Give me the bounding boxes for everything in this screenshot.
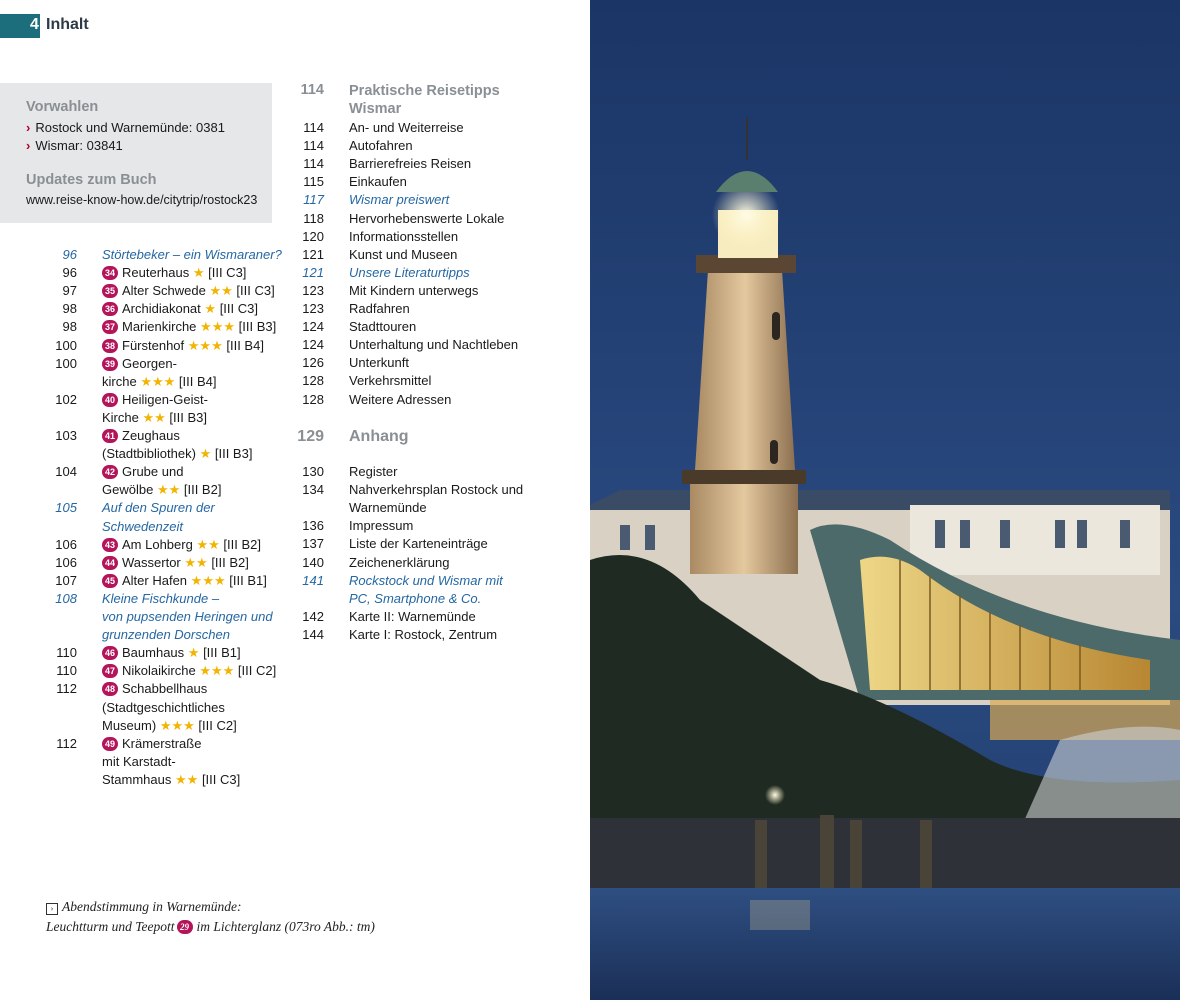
toc-entry-text: Register <box>349 464 398 479</box>
toc-entry-text: Heiligen-Geist- <box>122 391 208 407</box>
toc-page-number: 136 <box>302 518 324 534</box>
toc-entry-text: Marienkirche <box>122 319 197 335</box>
toc-entry-text: Einkaufen <box>349 174 407 190</box>
page-title: Inhalt <box>46 16 89 33</box>
toc-entry-text: Zeichenerklärung <box>349 554 450 570</box>
toc-entry-text: mit Karstadt- <box>102 753 176 769</box>
map-reference: [III B1] <box>203 645 241 661</box>
map-reference: [III C3] <box>219 301 258 317</box>
toc-page-number: 126 <box>302 355 324 371</box>
toc-entry-text: Nikolaikirche <box>122 663 196 679</box>
vorwahlen-heading: Vorwahlen <box>26 99 99 115</box>
map-reference: [III B1] <box>229 572 267 588</box>
toc-entry[interactable] <box>349 590 481 608</box>
toc-page-number: 108 <box>55 590 77 606</box>
poi-number-badge: 38 <box>102 339 118 353</box>
toc-entry-text: Gewölbe <box>102 482 154 498</box>
map-reference: [III B4] <box>178 373 217 389</box>
toc-entry[interactable] <box>102 481 221 499</box>
caption-badge: 29 <box>177 920 193 934</box>
toc-entry-text: Verkehrsmittel <box>349 373 432 389</box>
lighthouse-image <box>590 0 1180 1000</box>
toc-page-number: 114 <box>303 156 324 172</box>
toc-entry[interactable] <box>349 391 451 409</box>
toc-entry-text: Museum) <box>102 717 157 733</box>
toc-entry-text: Schabbellhaus <box>122 681 208 697</box>
toc-entry-text: Impressum <box>349 518 414 534</box>
section-title-praktisch: Praktische Reisetipps <box>349 83 500 99</box>
toc-page-number: 106 <box>55 554 77 570</box>
caption-line-1: Abendstimmung in Warnemünde: <box>62 899 242 914</box>
poi-number-badge: 41 <box>102 429 118 443</box>
toc-entry-text: Kleine Fischkunde – <box>102 590 220 606</box>
chevron-right-icon: › <box>26 138 31 153</box>
toc-entry-text: Autofahren <box>349 138 413 154</box>
toc-entry[interactable] <box>349 318 416 336</box>
toc-entry-text: Störtebeker – ein Wismaraner? <box>102 247 282 262</box>
toc-page-number: 98 <box>62 319 77 335</box>
toc-entry[interactable] <box>102 536 261 554</box>
toc-entry[interactable] <box>349 372 431 390</box>
toc-entry-text: Barrierefreies Reisen <box>349 156 472 172</box>
map-reference: [III C2] <box>237 663 277 679</box>
section-title-praktisch-2: Wismar <box>349 101 402 117</box>
toc-entry[interactable] <box>102 499 215 517</box>
star-rating-icon: ★ <box>204 301 217 317</box>
section-page-praktisch: 114 <box>300 82 324 98</box>
toc-entry[interactable] <box>102 246 282 264</box>
toc-page-number: 121 <box>302 264 324 280</box>
toc-entry[interactable] <box>349 463 397 481</box>
toc-entry-text: Unsere Literaturtipps <box>349 264 470 280</box>
toc-entry[interactable] <box>349 354 409 372</box>
poi-number-badge: 45 <box>102 574 118 588</box>
poi-number-badge: 48 <box>102 682 118 696</box>
dial-code-label: Wismar: <box>35 138 84 153</box>
toc-entry-text: von pupsenden Heringen und <box>102 609 273 624</box>
toc-page-number: 124 <box>302 337 324 353</box>
toc-entry-text: Informationsstellen <box>349 228 459 244</box>
star-rating-icon: ★ <box>192 265 205 281</box>
toc-page-number: 98 <box>62 301 77 317</box>
toc-page-number: 104 <box>55 464 77 480</box>
toc-entry[interactable] <box>102 753 176 771</box>
map-reference: [III B3] <box>238 319 277 335</box>
toc-page-number: 140 <box>302 554 324 570</box>
poi-number-badge: 46 <box>102 646 118 660</box>
toc-entry-text: Fürstenhof <box>122 337 185 353</box>
toc-page-number: 134 <box>302 482 324 498</box>
toc-entry[interactable] <box>102 662 276 680</box>
toc-entry[interactable] <box>349 210 504 228</box>
toc-entry-text: Weitere Adressen <box>349 391 452 407</box>
toc-page-number: 141 <box>302 572 324 588</box>
toc-page-number: 120 <box>302 228 324 244</box>
star-rating-icon: ★★★ <box>187 337 223 353</box>
map-reference: [III B2] <box>223 536 261 552</box>
toc-entry[interactable] <box>102 771 240 789</box>
toc-entry[interactable] <box>349 264 470 282</box>
star-rating-icon: ★★ <box>184 554 208 570</box>
star-rating-icon: ★★★ <box>200 319 236 335</box>
toc-page-number: 100 <box>55 355 77 371</box>
toc-page-number: 103 <box>55 428 77 443</box>
toc-entry[interactable] <box>102 554 249 572</box>
toc-entry-text: Karte II: Warnemünde <box>349 608 476 624</box>
toc-entry[interactable] <box>349 228 458 246</box>
photo-caption <box>46 897 375 937</box>
map-reference: [III B3] <box>214 446 253 462</box>
toc-page-number: 130 <box>302 464 324 479</box>
page-number: 4 <box>30 16 39 33</box>
toc-entry-text: Unterhaltung und Nachtleben <box>349 337 519 353</box>
toc-entry[interactable] <box>102 282 275 300</box>
toc-page-number: 118 <box>303 210 324 226</box>
toc-page-number: 107 <box>55 572 77 588</box>
toc-entry-text: Kirche <box>102 409 139 425</box>
info-box <box>0 83 272 223</box>
toc-entry[interactable] <box>102 735 201 753</box>
toc-entry[interactable] <box>102 680 207 698</box>
map-reference: [III C3] <box>236 283 275 299</box>
toc-page-number: 117 <box>303 192 324 208</box>
updates-url[interactable]: www.reise-know-how.de/citytrip/rostock23 <box>26 193 258 207</box>
poi-number-badge: 44 <box>102 556 118 570</box>
toc-entry-text: Stammhaus <box>102 771 172 787</box>
toc-entry-text: Mit Kindern unterwegs <box>349 282 479 298</box>
poi-number-badge: 42 <box>102 465 118 479</box>
toc-entry-text: Grube und <box>122 464 184 480</box>
toc-entry-text: An- und Weiterreise <box>349 120 464 135</box>
toc-entry[interactable] <box>102 518 183 536</box>
toc-entry-text: Archidiakonat <box>122 301 201 317</box>
toc-page-number: 110 <box>56 645 77 661</box>
toc-entry[interactable] <box>102 626 230 644</box>
toc-entry[interactable] <box>349 155 471 173</box>
toc-entry[interactable] <box>102 445 252 463</box>
map-reference: [III B4] <box>226 337 264 353</box>
toc-entry[interactable] <box>102 318 276 336</box>
star-rating-icon: ★★ <box>209 283 233 299</box>
toc-entry[interactable] <box>102 717 237 735</box>
updates-heading: Updates zum Buch <box>26 172 157 188</box>
toc-entry-text: Hervorhebenswerte Lokale <box>349 210 505 226</box>
toc-page-number: 106 <box>55 536 77 552</box>
map-reference: [III B2] <box>211 554 249 570</box>
toc-entry-text: Wismar preiswert <box>349 192 450 208</box>
star-rating-icon: ★★★ <box>199 663 235 679</box>
section-page-anhang: 129 <box>297 428 324 445</box>
toc-entry[interactable] <box>349 300 410 318</box>
star-rating-icon: ★★★ <box>190 572 226 588</box>
poi-number-badge: 40 <box>102 393 118 407</box>
toc-entry-text: Reuterhaus <box>122 265 190 281</box>
dial-code-value: 0381 <box>196 120 225 135</box>
poi-number-badge: 47 <box>102 664 118 678</box>
toc-entry-text: grunzenden Dorschen <box>102 627 230 643</box>
toc-page-number: 142 <box>302 608 324 624</box>
toc-page-number: 115 <box>303 174 324 190</box>
toc-entry-text: Rockstock und Wismar mit <box>349 572 503 588</box>
map-reference: [III C3] <box>201 771 241 787</box>
toc-entry[interactable] <box>102 409 207 427</box>
toc-page-number: 102 <box>55 391 77 407</box>
toc-entry-text: Alter Hafen <box>122 572 188 588</box>
toc-page-number: 112 <box>56 735 77 751</box>
toc-entry-text: Stadttouren <box>349 319 417 335</box>
toc-entry[interactable] <box>349 572 503 590</box>
toc-entry-text: PC, Smartphone & Co. <box>349 590 482 606</box>
poi-number-badge: 35 <box>102 284 118 298</box>
toc-entry-text: Auf den Spuren der <box>102 500 215 516</box>
toc-entry[interactable] <box>349 517 413 535</box>
dial-code-wismar <box>26 138 123 153</box>
toc-page-number: 137 <box>302 536 324 552</box>
toc-page-number: 96 <box>62 247 77 262</box>
star-rating-icon: ★★ <box>196 536 220 552</box>
dial-code-label: Rostock und Warnemünde: <box>35 120 193 135</box>
toc-entry[interactable] <box>102 699 225 717</box>
star-rating-icon: ★★★ <box>159 717 195 733</box>
poi-number-badge: 39 <box>102 357 118 371</box>
toc-entry-text: Krämerstraße <box>122 735 202 751</box>
poi-number-badge: 37 <box>102 320 118 334</box>
star-rating-icon: ★ <box>199 446 212 462</box>
toc-entry-text: Schwedenzeit <box>102 518 183 534</box>
toc-entry-text: Karte I: Rostock, Zentrum <box>349 626 498 642</box>
toc-page-number: 97 <box>62 283 77 299</box>
dial-code-value: 03841 <box>86 138 123 153</box>
toc-entry-text: Alter Schwede <box>122 283 206 299</box>
toc-entry-text: Liste der Karteneinträge <box>349 536 488 552</box>
toc-entry-text: (Stadtbibliothek) <box>102 446 196 462</box>
toc-entry-text: Georgen- <box>122 355 177 371</box>
toc-entry[interactable] <box>102 608 273 626</box>
toc-entry[interactable] <box>102 463 183 481</box>
toc-page-number: 96 <box>62 265 77 281</box>
toc-entry-text: Wassertor <box>122 554 181 570</box>
toc-page-number: 128 <box>302 373 324 389</box>
toc-entry[interactable] <box>349 246 457 264</box>
dial-code-rostock <box>26 120 225 135</box>
toc-entry[interactable] <box>349 137 413 155</box>
toc-entry[interactable] <box>349 282 478 300</box>
toc-entry[interactable] <box>349 173 407 191</box>
poi-number-badge: 34 <box>102 266 118 280</box>
toc-page-number: 123 <box>302 282 324 298</box>
toc-entry[interactable] <box>349 119 464 137</box>
toc-page-number: 105 <box>55 500 77 516</box>
toc-entry[interactable] <box>349 535 488 553</box>
toc-entry-text: Baumhaus <box>122 645 185 661</box>
toc-entry[interactable] <box>102 572 267 590</box>
chevron-right-icon: › <box>26 120 31 135</box>
toc-entry-text: Nahverkehrsplan Rostock und <box>349 482 524 498</box>
poi-number-badge: 36 <box>102 302 118 316</box>
toc-page-number: 121 <box>302 246 324 262</box>
toc-entry[interactable] <box>102 264 246 282</box>
map-reference: [III C2] <box>198 717 237 733</box>
toc-page-number: 114 <box>303 138 324 154</box>
toc-entry[interactable] <box>349 608 476 626</box>
star-rating-icon: ★★ <box>175 771 199 787</box>
toc-entry[interactable] <box>102 300 258 318</box>
toc-entry-text: Kunst und Museen <box>349 246 458 262</box>
toc-entry-text: Am Lohberg <box>122 536 193 552</box>
star-rating-icon: ★★ <box>156 482 181 498</box>
toc-entry[interactable] <box>349 191 449 209</box>
toc-entry-text: Zeughaus <box>122 428 180 443</box>
star-rating-icon: ★ <box>187 645 200 661</box>
toc-entry[interactable] <box>349 554 449 572</box>
toc-entry[interactable] <box>102 644 241 662</box>
toc-page-number: 123 <box>302 301 324 316</box>
toc-entry-text: kirche <box>102 373 137 389</box>
toc-page-number: 100 <box>55 337 77 353</box>
toc-page-number: 114 <box>303 120 324 135</box>
toc-entry[interactable] <box>102 337 264 355</box>
toc-entry[interactable] <box>349 626 497 644</box>
toc-page-number: 124 <box>302 319 324 335</box>
toc-page-number: 128 <box>302 391 324 407</box>
toc-entry-text: Radfahren <box>349 301 410 316</box>
toc-page-number: 144 <box>302 626 324 642</box>
star-rating-icon: ★★ <box>142 409 166 425</box>
toc-page-number: 112 <box>56 681 77 697</box>
toc-entry[interactable] <box>349 499 427 517</box>
lighthouse-photo <box>590 0 1180 1000</box>
map-reference: [III B2] <box>183 482 222 498</box>
toc-page-number: 110 <box>56 663 77 679</box>
toc-entry[interactable] <box>102 373 216 391</box>
poi-number-badge: 49 <box>102 737 118 751</box>
toc-entry[interactable] <box>102 427 180 445</box>
arrow-box-icon: › <box>46 903 58 915</box>
toc-entry[interactable] <box>349 481 523 499</box>
toc-entry-text: Unterkunft <box>349 355 409 371</box>
toc-entry[interactable] <box>102 391 208 409</box>
toc-entry[interactable] <box>102 355 177 373</box>
caption-line-2a: Leuchtturm und Teepott <box>46 919 175 934</box>
toc-entry-text: Warnemünde <box>349 500 427 516</box>
star-rating-icon: ★★★ <box>140 373 176 389</box>
section-title-anhang: Anhang <box>349 428 409 445</box>
toc-entry-text: (Stadtgeschichtliches <box>102 699 225 715</box>
poi-number-badge: 43 <box>102 538 118 552</box>
caption-line-2b: im Lichterglanz (073ro Abb.: tm) <box>196 919 375 934</box>
toc-entry[interactable] <box>102 590 219 608</box>
map-reference: [III B3] <box>169 409 207 425</box>
toc-entry[interactable] <box>349 336 518 354</box>
map-reference: [III C3] <box>208 265 247 281</box>
